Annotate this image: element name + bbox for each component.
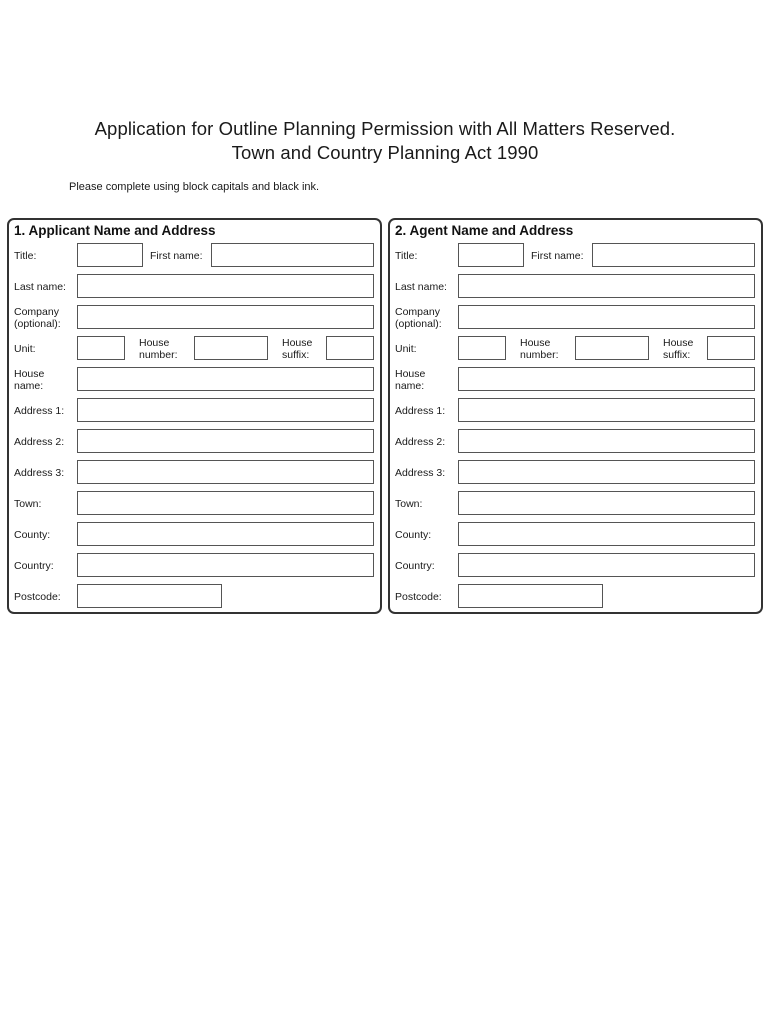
form-title-line-2: Town and Country Planning Act 1990 <box>231 142 539 163</box>
agent-county-field[interactable] <box>458 522 755 546</box>
agent-address1-label: Address 1: <box>395 405 446 417</box>
agent-postcode-field[interactable] <box>458 584 603 608</box>
agent-country-label: Country: <box>395 560 435 572</box>
agent-title-field[interactable] <box>458 243 524 267</box>
agent-address3-label: Address 3: <box>395 467 446 479</box>
agent-house-suffix-label: House suffix: <box>663 337 694 361</box>
applicant-house-name-label: House name: <box>14 368 45 392</box>
applicant-county-label: County: <box>14 529 51 541</box>
applicant-last-name-label: Last name: <box>14 281 66 293</box>
agent-town-field[interactable] <box>458 491 755 515</box>
form-instructions: Please complete using block capitals and black ink. <box>69 181 320 193</box>
applicant-postcode-field[interactable] <box>77 584 222 608</box>
agent-house-number-field[interactable] <box>575 336 649 360</box>
agent-last-name-label: Last name: <box>395 281 447 293</box>
applicant-house-suffix-field[interactable] <box>326 336 374 360</box>
applicant-title-label: Title: <box>14 250 37 262</box>
agent-title-label: Title: <box>395 250 418 262</box>
applicant-title-field[interactable] <box>77 243 143 267</box>
applicant-section <box>7 218 382 614</box>
applicant-town-label: Town: <box>14 498 42 510</box>
applicant-town-field[interactable] <box>77 491 374 515</box>
applicant-unit-field[interactable] <box>77 336 125 360</box>
agent-last-name-field[interactable] <box>458 274 755 298</box>
applicant-address3-label: Address 3: <box>14 467 65 479</box>
agent-unit-field[interactable] <box>458 336 506 360</box>
agent-company-field[interactable] <box>458 305 755 329</box>
agent-first-name-field[interactable] <box>592 243 755 267</box>
agent-country-field[interactable] <box>458 553 755 577</box>
applicant-country-label: Country: <box>14 560 54 572</box>
agent-company-label: Company (optional): <box>395 306 442 330</box>
applicant-company-label: Company (optional): <box>14 306 61 330</box>
agent-postcode-label: Postcode: <box>395 591 442 603</box>
agent-first-name-label: First name: <box>531 250 584 262</box>
agent-address1-field[interactable] <box>458 398 755 422</box>
applicant-house-number-field[interactable] <box>194 336 268 360</box>
agent-house-suffix-field[interactable] <box>707 336 755 360</box>
agent-unit-label: Unit: <box>395 343 417 355</box>
agent-house-name-label: House name: <box>395 368 426 392</box>
agent-address2-field[interactable] <box>458 429 755 453</box>
applicant-address1-label: Address 1: <box>14 405 65 417</box>
agent-county-label: County: <box>395 529 432 541</box>
applicant-address2-label: Address 2: <box>14 436 65 448</box>
applicant-address3-field[interactable] <box>77 460 374 484</box>
applicant-company-field[interactable] <box>77 305 374 329</box>
agent-address3-field[interactable] <box>458 460 755 484</box>
agent-address2-label: Address 2: <box>395 436 446 448</box>
agent-section-heading: 2. Agent Name and Address <box>395 223 574 238</box>
form-title-line-1: Application for Outline Planning Permission with All Matters Reserved. <box>94 118 676 139</box>
agent-section <box>388 218 763 614</box>
applicant-house-name-field[interactable] <box>77 367 374 391</box>
applicant-country-field[interactable] <box>77 553 374 577</box>
applicant-first-name-field[interactable] <box>211 243 374 267</box>
applicant-county-field[interactable] <box>77 522 374 546</box>
applicant-postcode-label: Postcode: <box>14 591 61 603</box>
applicant-last-name-field[interactable] <box>77 274 374 298</box>
applicant-house-suffix-label: House suffix: <box>282 337 313 361</box>
applicant-address2-field[interactable] <box>77 429 374 453</box>
agent-town-label: Town: <box>395 498 423 510</box>
applicant-house-number-label: House number: <box>139 337 178 361</box>
applicant-address1-field[interactable] <box>77 398 374 422</box>
applicant-first-name-label: First name: <box>150 250 203 262</box>
agent-house-number-label: House number: <box>520 337 559 361</box>
agent-house-name-field[interactable] <box>458 367 755 391</box>
applicant-unit-label: Unit: <box>14 343 36 355</box>
applicant-section-heading: 1. Applicant Name and Address <box>14 223 216 238</box>
